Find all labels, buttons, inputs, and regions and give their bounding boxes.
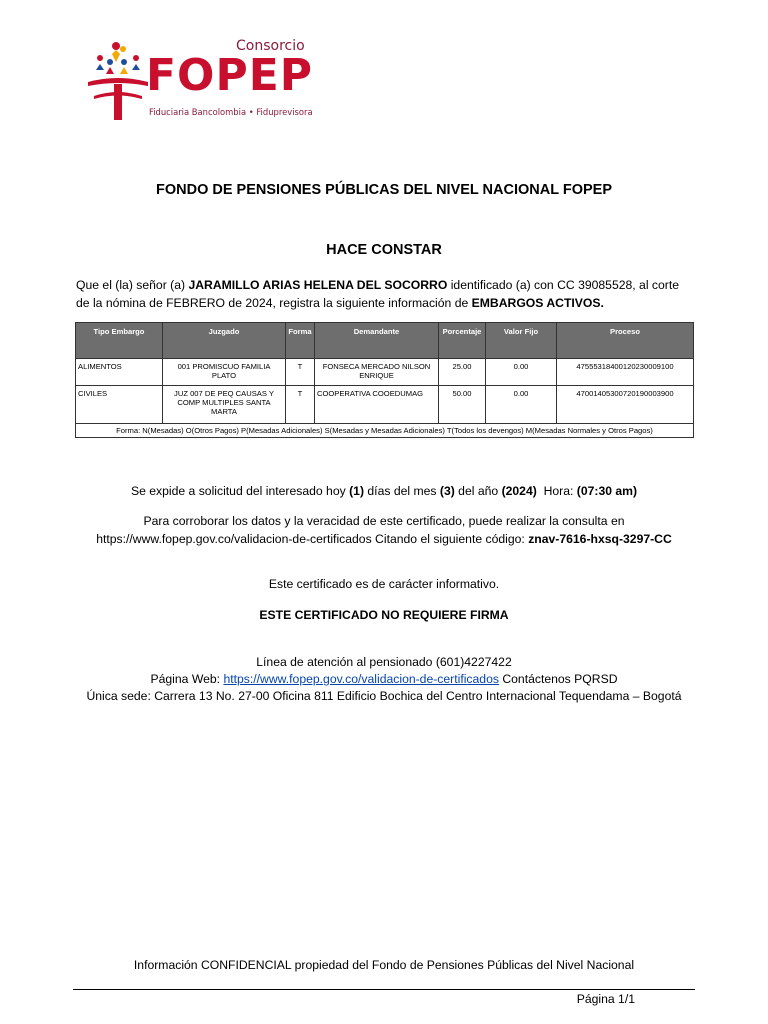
cell-forma: T <box>286 386 315 424</box>
expedition-text-b: días del mes <box>364 484 440 498</box>
cell-porcentaje: 25.00 <box>439 359 486 386</box>
cell-demandante: FONSECA MERCADO NILSON ENRIQUE <box>315 359 439 386</box>
header-forma: Forma <box>286 323 315 359</box>
informative-note: Este certificado es de carácter informativo. <box>268 577 500 591</box>
cell-valor-fijo: 0.00 <box>486 359 557 386</box>
expedition-day: (1) <box>349 484 365 498</box>
cell-juzgado: JUZ 007 DE PEQ CAUSAS Y COMP MULTIPLES SANTA MARTA <box>163 386 286 424</box>
page-number: Página 1/1 <box>576 992 635 1006</box>
expedition-text-d: Hora: <box>536 484 577 498</box>
header-demandante: Demandante <box>315 323 439 359</box>
validation-link[interactable]: https://www.fopep.gov.co/validacion-de-certificados <box>223 672 499 686</box>
confidential-footer: Información CONFIDENCIAL propiedad del Fondo de Pensiones Públicas del Nivel Nacional <box>133 958 635 972</box>
logo-wordmark: FOPEP <box>146 50 314 101</box>
verification-code: znav-7616-hxsq-3297-CC <box>528 532 672 546</box>
intro-text-1: Que el (la) señor (a) <box>76 278 189 292</box>
contact-web-line <box>0 671 768 688</box>
header-tipo-embargo: Tipo Embargo <box>76 323 163 359</box>
cell-forma: T <box>286 359 315 386</box>
cell-tipo-embargo: ALIMENTOS <box>76 359 163 386</box>
fopep-emblem-icon <box>86 40 150 122</box>
cell-tipo-embargo: CIVILES <box>76 386 163 424</box>
header-juzgado: Juzgado <box>163 323 286 359</box>
cell-demandante: COOPERATIVA COOEDUMAG <box>315 386 439 424</box>
table-note-row <box>76 424 694 438</box>
contact-address-line: Única sede: Carrera 13 No. 27-00 Oficina 811 Edificio Bochica del Centro Internacional Tequendama – Bogotá <box>86 689 682 703</box>
contact-block <box>0 654 768 705</box>
table-row <box>76 386 694 424</box>
pensioner-name: JARAMILLO ARIAS HELENA DEL SOCORRO <box>188 278 448 292</box>
contact-web-label: Página Web: <box>150 672 224 686</box>
table-header-row <box>76 323 694 359</box>
header-proceso: Proceso <box>557 323 694 359</box>
fopep-logo <box>86 36 312 122</box>
embargos-table <box>75 322 694 438</box>
logo-consorcio-text: Consorcio <box>236 38 305 54</box>
cell-proceso: 47555318400120230009100 <box>557 359 694 386</box>
footer-divider <box>73 989 695 990</box>
expedition-year: (2024) <box>501 484 537 498</box>
intro-text-2: identificado (a) con CC 39085528, al corte de la nómina de FEBRERO de 2024, registra la siguiente información de <box>76 278 680 310</box>
expedition-time: (07:30 am) <box>576 484 638 498</box>
logo-subtitle: Fiduciaria Bancolombia • Fiduprevisora <box>149 107 313 117</box>
header-porcentaje: Porcentaje <box>439 323 486 359</box>
no-signature-note: ESTE CERTIFICADO NO REQUIERE FIRMA <box>259 608 509 622</box>
cell-juzgado: 001 PROMISCUO FAMILIA PLATO <box>163 359 286 386</box>
table-row <box>76 359 694 386</box>
intro-paragraph <box>76 276 692 312</box>
expedition-month: (3) <box>439 484 455 498</box>
intro-bold-end: EMBARGOS ACTIVOS. <box>471 296 604 310</box>
verification-paragraph <box>0 512 768 548</box>
header-valor-fijo: Valor Fijo <box>486 323 557 359</box>
document-subtitle: HACE CONSTAR <box>326 242 442 258</box>
expedition-text-c: del año <box>454 484 502 498</box>
cell-porcentaje: 50.00 <box>439 386 486 424</box>
contact-web-after: Contáctenos PQRSD <box>498 672 618 686</box>
expedition-text-a: Se expide a solicitud del interesado hoy <box>130 484 350 498</box>
verification-line-1: Para corroborar los datos y la veracidad de este certificado, puede realizar la consulta en <box>143 514 625 528</box>
contact-phone-line: Línea de atención al pensionado (601)4227422 <box>256 655 512 669</box>
verification-url-text: https://www.fopep.gov.co/validacion-de-certificados Citando el siguiente código: <box>96 532 529 546</box>
document-title: FONDO DE PENSIONES PÚBLICAS DEL NIVEL NACIONAL FOPEP <box>155 182 612 198</box>
forma-legend: Forma: N(Mesadas) O(Otros Pagos) P(Mesadas Adicionales) S(Mesadas y Mesadas Adicionales) T(Todos los devengos) M(Mesadas Normales y Otros Pagos) <box>76 424 694 438</box>
verification-line-2 <box>0 530 768 548</box>
cell-valor-fijo: 0.00 <box>486 386 557 424</box>
cell-proceso: 47001405300720190003900 <box>557 386 694 424</box>
expedition-line <box>0 482 768 500</box>
